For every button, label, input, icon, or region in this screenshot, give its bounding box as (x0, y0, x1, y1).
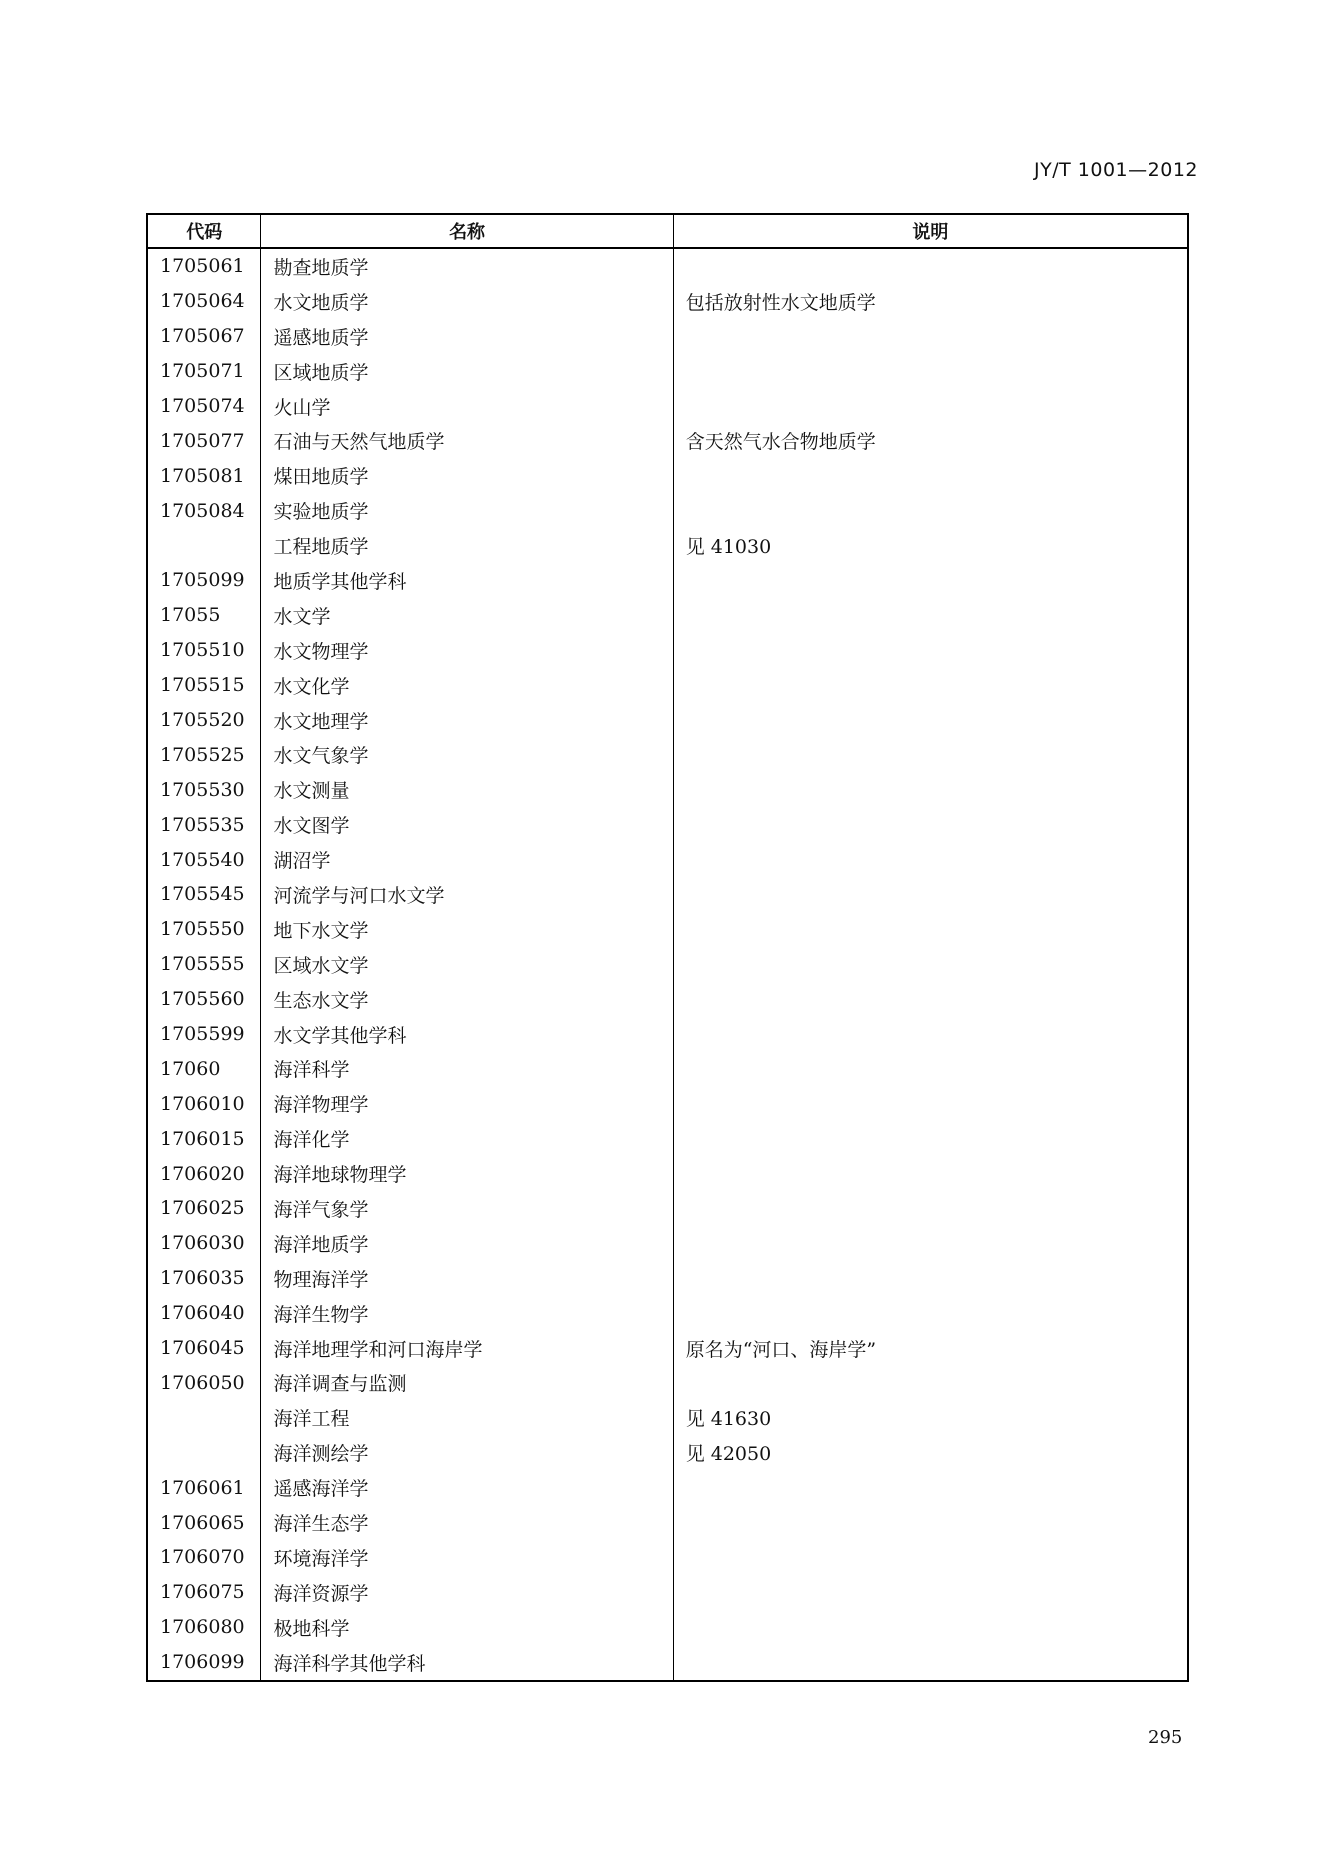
code-cell: 1706099 (147, 1645, 261, 1681)
note-cell (673, 1156, 1188, 1191)
code-cell: 1705555 (147, 947, 261, 982)
note-cell (673, 458, 1188, 493)
name-cell: 遥感海洋学 (261, 1470, 673, 1505)
code-cell: 1705071 (147, 354, 261, 389)
table-row (147, 1086, 1188, 1121)
note-cell (673, 1086, 1188, 1121)
page-number: 295 (1148, 1727, 1183, 1748)
table-row (147, 633, 1188, 668)
code-cell: 1705081 (147, 458, 261, 493)
name-cell: 生态水文学 (261, 982, 673, 1017)
note-cell (673, 563, 1188, 598)
note-cell (673, 1505, 1188, 1540)
note-cell (673, 1261, 1188, 1296)
name-cell: 水文测量 (261, 772, 673, 807)
table-row (147, 703, 1188, 738)
note-cell (673, 703, 1188, 738)
note-cell (673, 1645, 1188, 1681)
table-row (147, 493, 1188, 528)
name-cell: 水文地理学 (261, 703, 673, 738)
name-cell: 海洋化学 (261, 1121, 673, 1156)
note-cell (673, 1366, 1188, 1401)
name-cell: 水文图学 (261, 807, 673, 842)
table-row (147, 389, 1188, 424)
name-cell: 水文气象学 (261, 737, 673, 772)
code-cell: 1706015 (147, 1121, 261, 1156)
table-row (147, 284, 1188, 319)
table-row (147, 1366, 1188, 1401)
name-cell: 海洋地理学和河口海岸学 (261, 1331, 673, 1366)
note-cell (673, 354, 1188, 389)
name-cell: 海洋物理学 (261, 1086, 673, 1121)
code-cell: 1705599 (147, 1017, 261, 1052)
note-cell (673, 1575, 1188, 1610)
name-cell: 地质学其他学科 (261, 563, 673, 598)
classification-table (146, 213, 1189, 1682)
name-cell: 海洋工程 (261, 1400, 673, 1435)
table-row (147, 563, 1188, 598)
table-row (147, 737, 1188, 772)
name-cell: 水文物理学 (261, 633, 673, 668)
table-row (147, 912, 1188, 947)
table-row (147, 354, 1188, 389)
name-cell: 海洋生态学 (261, 1505, 673, 1540)
note-cell (673, 319, 1188, 354)
table-row (147, 1261, 1188, 1296)
table-row (147, 772, 1188, 807)
table-row (147, 947, 1188, 982)
note-cell (673, 1191, 1188, 1226)
code-cell (147, 1435, 261, 1470)
name-cell: 海洋地质学 (261, 1226, 673, 1261)
table-row (147, 982, 1188, 1017)
name-cell: 海洋调查与监测 (261, 1366, 673, 1401)
note-cell (673, 1470, 1188, 1505)
table-header-row (147, 214, 1188, 248)
note-cell (673, 389, 1188, 424)
table-row (147, 1610, 1188, 1645)
name-cell: 河流学与河口水文学 (261, 877, 673, 912)
name-cell: 水文地质学 (261, 284, 673, 319)
table-row (147, 1051, 1188, 1086)
table-row (147, 1645, 1188, 1681)
column-header-code: 代码 (147, 214, 261, 248)
table-row (147, 1470, 1188, 1505)
code-cell: 17060 (147, 1051, 261, 1086)
note-cell (673, 633, 1188, 668)
name-cell: 湖沼学 (261, 842, 673, 877)
code-cell (147, 528, 261, 563)
name-cell: 实验地质学 (261, 493, 673, 528)
code-cell: 1706070 (147, 1540, 261, 1575)
table-row (147, 1505, 1188, 1540)
code-cell: 1705074 (147, 389, 261, 424)
standard-id: JY/T 1001—2012 (1034, 159, 1198, 181)
name-cell: 海洋地球物理学 (261, 1156, 673, 1191)
table-row (147, 1400, 1188, 1435)
note-cell (673, 877, 1188, 912)
name-cell: 水文化学 (261, 668, 673, 703)
table-row (147, 842, 1188, 877)
code-cell: 1706065 (147, 1505, 261, 1540)
note-cell (673, 598, 1188, 633)
code-cell: 1705061 (147, 248, 261, 284)
name-cell: 海洋测绘学 (261, 1435, 673, 1470)
note-cell: 见 41630 (673, 1400, 1188, 1435)
code-cell: 1706035 (147, 1261, 261, 1296)
note-cell (673, 912, 1188, 947)
code-cell: 1706025 (147, 1191, 261, 1226)
note-cell (673, 1610, 1188, 1645)
table-row (147, 1540, 1188, 1575)
note-cell (673, 1296, 1188, 1331)
code-cell: 1705515 (147, 668, 261, 703)
code-cell: 1705064 (147, 284, 261, 319)
code-cell (147, 1400, 261, 1435)
note-cell (673, 1540, 1188, 1575)
table-row (147, 1575, 1188, 1610)
table-row (147, 1191, 1188, 1226)
name-cell: 海洋生物学 (261, 1296, 673, 1331)
code-cell: 1706075 (147, 1575, 261, 1610)
name-cell: 水文学 (261, 598, 673, 633)
code-cell: 1705084 (147, 493, 261, 528)
name-cell: 区域地质学 (261, 354, 673, 389)
code-cell: 1706080 (147, 1610, 261, 1645)
table-row (147, 1331, 1188, 1366)
code-cell: 1706045 (147, 1331, 261, 1366)
note-cell (673, 772, 1188, 807)
note-cell (673, 1226, 1188, 1261)
code-cell: 1706020 (147, 1156, 261, 1191)
code-cell: 1705067 (147, 319, 261, 354)
note-cell: 包括放射性水文地质学 (673, 284, 1188, 319)
code-cell: 1706040 (147, 1296, 261, 1331)
table-row (147, 458, 1188, 493)
name-cell: 火山学 (261, 389, 673, 424)
table-row (147, 877, 1188, 912)
table-row (147, 528, 1188, 563)
note-cell: 见 41030 (673, 528, 1188, 563)
table-row (147, 1226, 1188, 1261)
column-header-note: 说明 (673, 214, 1188, 248)
name-cell: 物理海洋学 (261, 1261, 673, 1296)
note-cell: 含天然气水合物地质学 (673, 423, 1188, 458)
code-cell: 1705535 (147, 807, 261, 842)
note-cell: 见 42050 (673, 1435, 1188, 1470)
table-row (147, 668, 1188, 703)
code-cell: 1705525 (147, 737, 261, 772)
name-cell: 海洋科学 (261, 1051, 673, 1086)
note-cell (673, 1051, 1188, 1086)
code-cell: 1705560 (147, 982, 261, 1017)
name-cell: 环境海洋学 (261, 1540, 673, 1575)
note-cell (673, 1017, 1188, 1052)
column-header-name: 名称 (261, 214, 673, 248)
code-cell: 1705530 (147, 772, 261, 807)
note-cell (673, 668, 1188, 703)
name-cell: 海洋气象学 (261, 1191, 673, 1226)
table-row (147, 319, 1188, 354)
name-cell: 水文学其他学科 (261, 1017, 673, 1052)
code-cell: 1705077 (147, 423, 261, 458)
table-row (147, 807, 1188, 842)
note-cell (673, 1121, 1188, 1156)
table-row (147, 1435, 1188, 1470)
code-cell: 1705099 (147, 563, 261, 598)
name-cell: 勘查地质学 (261, 248, 673, 284)
code-cell: 1706030 (147, 1226, 261, 1261)
code-cell: 1705550 (147, 912, 261, 947)
table-body (147, 248, 1188, 1681)
code-cell: 1706050 (147, 1366, 261, 1401)
note-cell (673, 807, 1188, 842)
code-cell: 1705510 (147, 633, 261, 668)
name-cell: 极地科学 (261, 1610, 673, 1645)
code-cell: 1705520 (147, 703, 261, 738)
code-cell: 17055 (147, 598, 261, 633)
table-row (147, 423, 1188, 458)
name-cell: 石油与天然气地质学 (261, 423, 673, 458)
name-cell: 海洋资源学 (261, 1575, 673, 1610)
code-cell: 1706010 (147, 1086, 261, 1121)
name-cell: 工程地质学 (261, 528, 673, 563)
table-row (147, 248, 1188, 284)
table-row (147, 1156, 1188, 1191)
table-row (147, 598, 1188, 633)
name-cell: 海洋科学其他学科 (261, 1645, 673, 1681)
note-cell (673, 248, 1188, 284)
note-cell (673, 737, 1188, 772)
note-cell (673, 842, 1188, 877)
note-cell (673, 493, 1188, 528)
table-row (147, 1121, 1188, 1156)
code-cell: 1706061 (147, 1470, 261, 1505)
note-cell (673, 947, 1188, 982)
name-cell: 遥感地质学 (261, 319, 673, 354)
code-cell: 1705545 (147, 877, 261, 912)
code-cell: 1705540 (147, 842, 261, 877)
note-cell (673, 982, 1188, 1017)
table-row (147, 1017, 1188, 1052)
name-cell: 煤田地质学 (261, 458, 673, 493)
name-cell: 地下水文学 (261, 912, 673, 947)
table-row (147, 1296, 1188, 1331)
name-cell: 区域水文学 (261, 947, 673, 982)
note-cell: 原名为“河口、海岸学” (673, 1331, 1188, 1366)
